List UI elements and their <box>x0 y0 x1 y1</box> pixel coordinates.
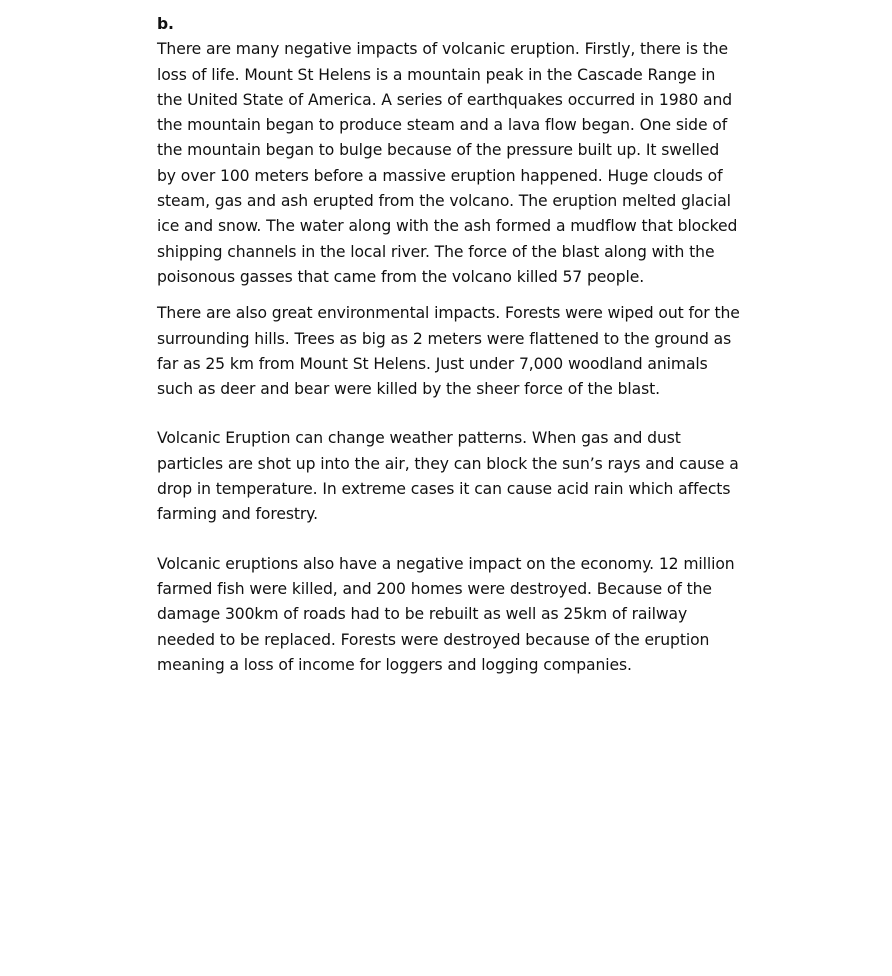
paragraph-spacer <box>157 290 742 301</box>
paragraph-weather-patterns: Volcanic Eruption can change weather patterns. When gas and dust particles are shot up into the air, they can block the sun’s rays and cause a drop in temperature. In extreme cases it can cause acid rain which affects farming and forestry. <box>157 429 739 524</box>
paragraph-economy: Volcanic eruptions also have a negative impact on the economy. 12 million farmed fish were killed, and 200 homes were destroyed. Because of the damage 300km of roads had to be rebuilt as well as 25km of railway needed to be replaced. Forests were destroyed because of the eruption meaning a loss of income for loggers and logging companies. <box>157 554 735 674</box>
paragraph-loss-of-life: There are many negative impacts of volcanic eruption. Firstly, there is the loss of life. Mount St Helens is a mountain peak in the Cascade Range in the United State of America. A series of earthquakes occurred in 1980 and the mountain began to produce steam and a lava flow began. One side of the mountain began to bulge because of the pressure built up. It swelled by over 100 meters before a massive eruption happened. Huge clouds of steam, gas and ash erupted from the volcano. The eruption melted glacial ice and snow. The water along with the ash formed a mudflow that blocked shipping channels in the local river. The force of the blast along with the poisonous gasses that came from the volcano killed 57 people. <box>157 40 738 286</box>
paragraph-environmental-impacts: There are also great environmental impacts. Forests were wiped out for the surrounding hills. Trees as big as 2 meters were flattened to the ground as far as 25 km from Mount St Helens. Just under 7,000 woodland animals such as deer and bear were killed by the sheer force of the blast. <box>157 304 740 399</box>
paragraph-spacer <box>157 402 742 426</box>
section-heading: b. <box>157 15 174 33</box>
paragraph-spacer <box>157 528 742 552</box>
document-body <box>157 12 742 678</box>
